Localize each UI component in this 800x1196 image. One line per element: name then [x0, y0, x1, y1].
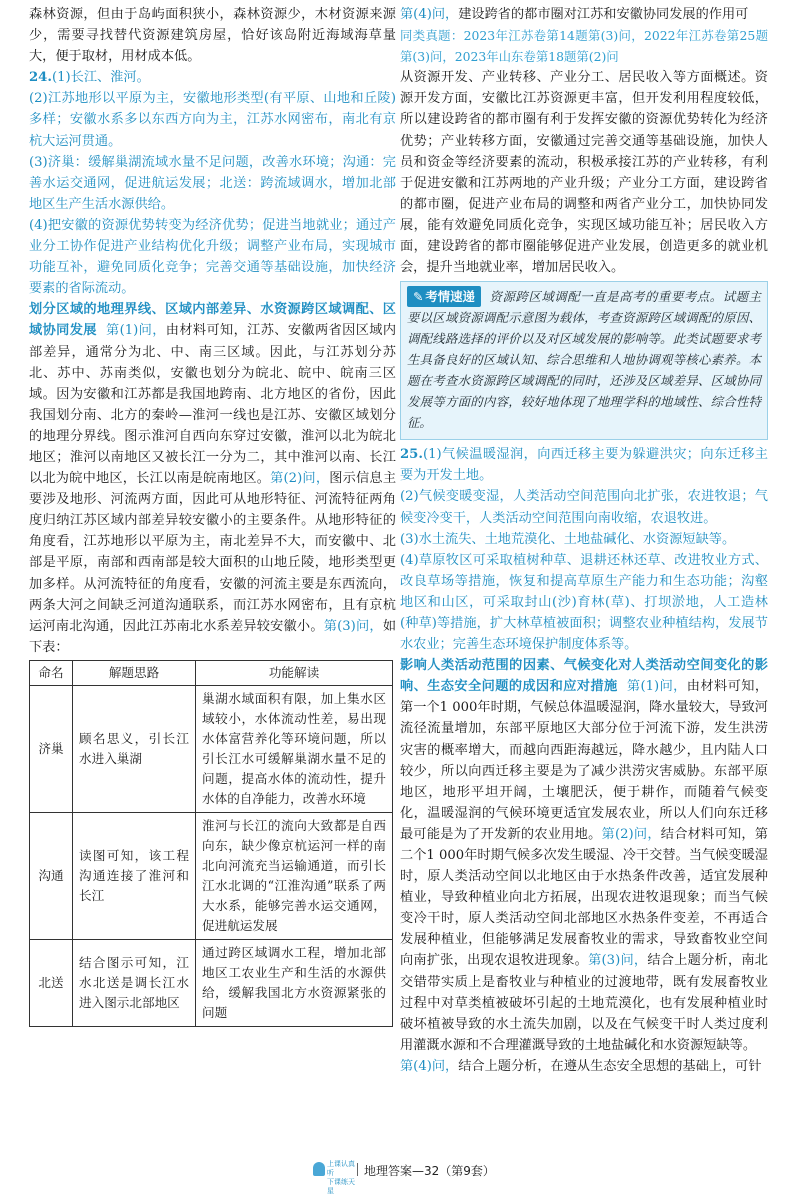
q24-analysis-q4-body: 从资源开发、产业转移、产业分工、居民收入等方面概述。资源开发方面，安徽比江苏资源更丰富，但开发利用程度较低，所以建设跨省的都市圈有利于发挥安徽的资源优势转化为经济优势；产业转移方面，安徽通过完善交通等基础设施，加快人员和资金等经济要素的流动，积极承接江苏的产业转移，有利于促进安徽和江苏两地的产业升级；产业分工方面，建设跨省的都市圈，促进产业布局的调整和两省产业分工，加快协同发展，能有效避免同质化竞争，实现区域功能互补；居民收入方面，建设跨省的都市圈能够促进产业发展，创造更多的就业机会，提升当地就业率，增加居民收入。 [400, 70, 768, 276]
q24-analysis-q1-tag: 第(1)问， [106, 323, 166, 339]
q24-number: 24. [29, 70, 52, 86]
q24-answer-1-text: (1)长江、淮河。 [51, 70, 150, 86]
footer-divider [357, 1163, 358, 1176]
q25-number: 25. [400, 447, 423, 463]
pen-icon: ✎ [413, 289, 424, 305]
table-header-cell: 解题思路 [73, 660, 196, 685]
q25-analysis-q4-text: 结合上题分析，在遵从生态安全思想的基础上，可针 [458, 1058, 762, 1074]
exam-tip-text: 资源跨区域调配一直是高考的重要考点。试题主要以区域资源调配示意图为载体，考查资源跨区域调配的原因、调配线路选择的评价以及对区域发展的影响等。此类试题要求考生具备良好的区域认知、综合思维和人地协调观等核心素养。本题在考查水资源跨区域调配的同时，还涉及区域差异、区域协同发展等方面的内容，较好地体现了地理学科的地域性、综合性特征。 [407, 289, 761, 431]
table-row [30, 939, 393, 1026]
q24-analysis [29, 299, 396, 658]
q24-analysis-q2-text: 图示信息主要涉及地形、河流两方面，因此可从地形特征、河流特征两角度归纳江苏区域内部差异较安徽小的主要条件。从地形特征的角度看，江苏地形以平原为主，南北差异不大，而安徽中、北部是平原，南部和西南部是较大面积的山地丘陵，地形类型更加多样。从河流特征的角度看，安徽的河流主要是东西流向，两条大河之间缺乏河道沟通联系，而江苏水网密布，且有京杭运河南北沟通，因此江苏南北水系差异较安徽小。 [29, 471, 397, 634]
q24-analysis-q1-text: 由材料可知，江苏、安徽两省因区域内部差异，通常分为北、中、南三区域。因此，与江苏划分苏北、苏中、苏南类似，安徽也划分为皖北、皖中、皖南三区域。因为安徽和江苏都是我国地跨南、北方地区的省份，因此我国划分南、北方的秦岭—淮河一线也是江苏、安徽区域划分的地理分界线。图示淮河自西向东穿过安徽，淮河以北为皖北地区；淮河以南地区又被长江一分为二，其中淮河以南、长江以北为皖中地区，长江以南是皖南地区。 [29, 323, 397, 487]
table-header-row [30, 660, 393, 685]
left-column [29, 4, 396, 1027]
q24-answer-2: (2)江苏地形以平原为主，安徽地形类型(有平原、山地和丘陵)多样；安徽水系多以东西方向为主，江苏水网密布，南北有京杭大运河贯通。 [29, 91, 396, 149]
q25-analysis [400, 655, 768, 1056]
q24-analysis-q4-tag: 第(4)问， [400, 7, 459, 22]
page-footer [0, 1160, 800, 1195]
table-cell-idea: 结合图示可知，江水北送是调长江水进入图示北部地区 [73, 939, 196, 1026]
table-header-cell: 功能解读 [196, 660, 393, 685]
q25-analysis-title: 影响人类活动范围的因素、气候变化对人类活动空间变化的影响、生态安全问题的成因和应对措施 [400, 658, 768, 695]
q25-answer-2: (2)气候变暖变湿，人类活动空间范围向北扩张，农进牧退；气候变冷变干，人类活动空间范围向南收缩，农退牧进。 [400, 489, 768, 526]
page-label: 地理答案—32（第9套） [364, 1164, 495, 1178]
q24-analysis-q3-tag: 第(3)问， [323, 618, 383, 634]
table-row [30, 685, 393, 812]
exam-tip-label: 考情速递 [425, 289, 475, 305]
table-cell-name: 沟通 [30, 812, 73, 939]
q24-answer-3: (3)济巢：缓解巢湖流域水量不足问题，改善水环境；沟通：完善水运交通网，促进航运发展；北送：跨流域调水，增加北部地区生产生活水源供给。 [29, 154, 396, 212]
q25-analysis-q3-tag: 第(3)问， [588, 953, 648, 969]
q24-analysis-q2-tag: 第(2)问， [270, 471, 330, 487]
table-cell-function: 通过跨区域调水工程，增加北部地区工农业生产和生活的水源供给，缓解我国北方水资源紧张的问题 [196, 939, 393, 1026]
q25-answer-1-text: (1)气候温暖湿润，向西迁移主要为躲避洪灾；向东迁移主要为开发土地。 [400, 447, 768, 484]
q25-analysis-q2-tag: 第(2)问， [601, 826, 661, 842]
publisher-logo [313, 1160, 359, 1195]
right-column [400, 4, 768, 1077]
q25-analysis-q1-text: 由材料可知，第一个1 000年时期，气候总体温暖湿润，降水量较大，导致河流径流量增加，东部平原地区大部分位于河流下游，发生洪涝灾害的概率增大，而越向西距海越远，降水越少，且内陆人口较少，所以向西迁移主要是为了减少洪涝灾害威胁。东部平原地区，地形平坦开阔，土壤肥沃，便于耕作，而随着气候变化，温暖湿润的气候环境更适宜发展农业，所以人们向东迁移最可能是为了开发新的农业用地。 [400, 679, 769, 842]
q25-analysis-q4-tag: 第(4)问， [400, 1058, 459, 1074]
exam-tip-box [400, 281, 768, 440]
q24-analysis-q4 [400, 4, 768, 25]
water-transfer-table [29, 660, 393, 1027]
table-cell-function: 巢湖水域面积有限，加上集水区域较小，水体流动性差，易出现水体富营养化等环境问题，所以引长江水可缓解巢湖水量不足的问题，提高水体的流动性，提升水体的自净能力，改善水环境 [196, 685, 393, 812]
q25-analysis-q1-tag: 第(1)问， [626, 679, 687, 695]
q24-analysis-q3-text: 如下表： [29, 618, 397, 655]
table-row [30, 812, 393, 939]
similar-exam-reference: 同类真题：2023年江苏卷第14题第(3)问，2022年江苏卷第25题第(3)问，2023年山东卷第18题第(2)问 [400, 28, 768, 65]
table-cell-idea: 读图可知，该工程沟通连接了淮河和长江 [73, 812, 196, 939]
logo-line-2: 下课练天星 [327, 1178, 355, 1195]
table-header-cell: 命名 [30, 660, 73, 685]
q24-analysis-title: 划分区域的地理界线、区域内部差异、水资源跨区域调配、区域协同发展 [29, 302, 396, 339]
q23-tail-text: 森林资源，但由于岛屿面积狭小，森林资源少，木材资源来源少，需要寻找替代资源建筑房屋，恰好该岛附近海域海草量大，便于取材，用材成本低。 [29, 7, 396, 65]
book-icon [313, 1162, 325, 1176]
table-cell-function: 淮河与长江的流向大致都是自西向东，缺少像京杭运河一样的南北向河流充当运输通道，而引长江水北调的“江淮沟通”联系了两大水系，能够完善水运交通网，促进航运发展 [196, 812, 393, 939]
q25-answer-3: (3)水土流失、土地荒漠化、土地盐碱化、水资源短缺等。 [400, 531, 736, 547]
q25-answer-1 [400, 444, 768, 486]
logo-line-1: 上课认真听 [327, 1160, 355, 1177]
q25-analysis-q4 [400, 1056, 768, 1077]
table-cell-name: 北送 [30, 939, 73, 1026]
exam-tip-badge [407, 286, 481, 307]
q25-analysis-q2-text: 结合材料可知，第二个1 000年时期气候多次发生暖湿、冷干交替。当气候变暖湿时，原人类活动空间以北地区由于水热条件改善，适宜发展种植业，导致种植业向北方拓展，出现农进牧退现象；而当气候变冷干时，原人类活动空间北部地区水热条件变差，不再适合发展种植业，但能够满足发展畜牧业的需求，导致畜牧业空间向南扩张，出现农退牧进现象。 [400, 826, 768, 969]
q24-answer-1 [29, 67, 396, 88]
q24-analysis-q4-intro: 建设跨省的都市圈对江苏和安徽协同发展的作用可 [458, 7, 749, 22]
table-cell-name: 济巢 [30, 685, 73, 812]
q24-answer-4: (4)把安徽的资源优势转变为经济优势；促进当地就业；通过产业分工协作促进产业结构优化升级；调整产业布局，实现城市功能互补，避免同质化竞争；完善交通等基础设施，加快经济要素的省际流动。 [29, 217, 396, 297]
table-cell-idea: 顾名思义，引长江水进入巢湖 [73, 685, 196, 812]
q25-answer-4: (4)草原牧区可采取植树种草、退耕还林还草、改进牧业方式、改良草场等措施，恢复和提高草原生产能力和生态功能；沟壑地区和山区，可采取封山(沙)育林(草)、打坝淤地，人工造林(种草)等措施，扩大林草植被面积；调整农业种植结构，发展节水农业；完善生态环境保护制度体系等。 [400, 552, 768, 653]
q25-analysis-q3-text: 结合上题分析，南北交错带实质上是畜牧业与种植业的过渡地带，既有发展畜牧业过程中对草类植被破坏引起的土地荒漠化，也有发展种植业时破坏植被导致的水土流失加剧，以及在气候变干时人类过度利用灌溉水源和不合理灌溉导致的土地盐碱化和水资源短缺等。 [400, 953, 768, 1053]
